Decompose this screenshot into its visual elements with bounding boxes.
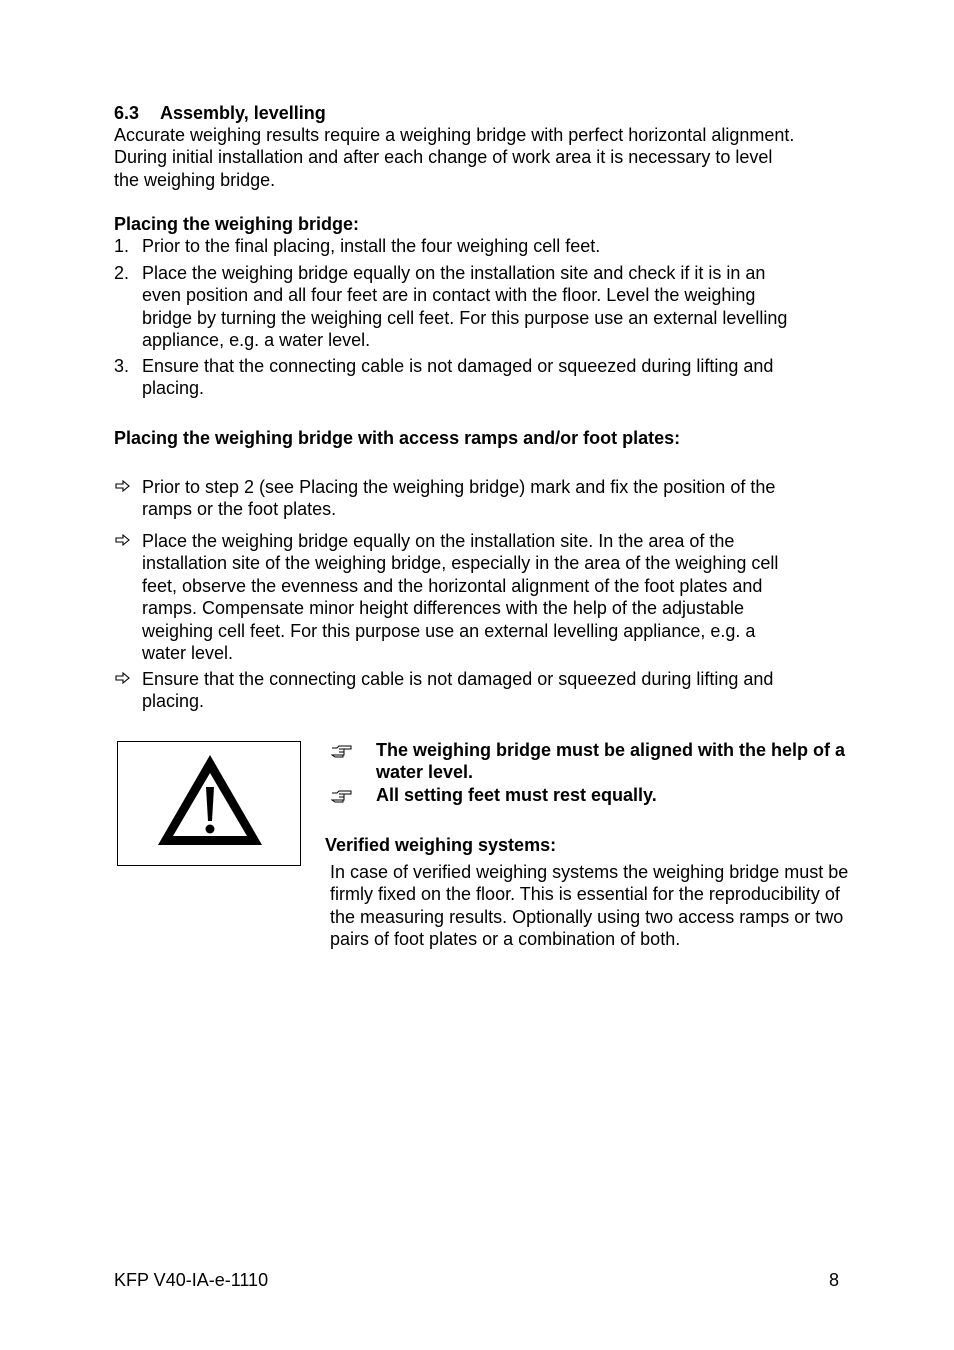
intro-line: the weighing bridge. bbox=[114, 169, 276, 190]
step-line: Ensure that the connecting cable is not damaged or squeezed during lifting and bbox=[142, 356, 774, 376]
intro-paragraph bbox=[114, 124, 854, 191]
section-heading bbox=[114, 102, 326, 124]
verified-line: firmly fixed on the floor. This is essential for the reproducibility of bbox=[330, 884, 840, 905]
ramps-line: ramps. Compensate minor height differences with the help of the adjustable bbox=[142, 598, 745, 619]
warning-note-line: All setting feet must rest equally. bbox=[376, 785, 657, 805]
step-line: bridge by turning the weighing cell feet. For this purpose use an external levelling bbox=[142, 307, 788, 328]
step-line: placing. bbox=[142, 378, 205, 399]
ramps-line: water level. bbox=[142, 643, 234, 664]
verified-line: the measuring results. Optionally using two access ramps or two bbox=[330, 906, 844, 927]
ramps-line: Prior to step 2 (see Placing the weighing bridge) mark and fix the position of the bbox=[142, 477, 776, 497]
step-number: 1. bbox=[114, 236, 130, 256]
warning-box bbox=[117, 741, 301, 866]
warning-note bbox=[376, 739, 896, 784]
step-number: 2. bbox=[114, 263, 130, 283]
intro-line: Accurate weighing results require a weighing bridge with perfect horizontal alignment. bbox=[114, 125, 795, 145]
ramps-line: feet, observe the evenness and the horizontal alignment of the foot plates and bbox=[142, 575, 763, 596]
step-line: Prior to the final placing, install the four weighing cell feet. bbox=[142, 236, 601, 256]
pointing-hand-icon bbox=[331, 743, 353, 759]
verified-line: pairs of foot plates or a combination of both. bbox=[330, 929, 681, 950]
ramps-line: installation site of the weighing bridge, especially in the area of the weighing cell bbox=[142, 553, 779, 574]
ramps-line: Ensure that the connecting cable is not damaged or squeezed during lifting and bbox=[142, 669, 774, 689]
warning-triangle-icon bbox=[154, 751, 266, 849]
step-line: even position and all four feet are in contact with the floor. Level the weighing bbox=[142, 285, 756, 306]
placing-heading: Placing the weighing bridge: bbox=[114, 214, 360, 234]
footer-page-number: 8 bbox=[829, 1270, 840, 1290]
hollow-arrow-icon bbox=[114, 531, 132, 549]
intro-line: During initial installation and after each change of work area it is necessary to level bbox=[114, 147, 773, 168]
hollow-arrow-icon bbox=[114, 669, 132, 687]
step-line: appliance, e.g. a water level. bbox=[142, 330, 371, 351]
ramps-heading: Placing the weighing bridge with access ramps and/or foot plates: bbox=[114, 428, 681, 448]
warning-note-line: The weighing bridge must be aligned with the help of a bbox=[376, 740, 846, 760]
verified-paragraph bbox=[330, 861, 910, 951]
warning-note bbox=[376, 784, 896, 806]
step-number: 3. bbox=[114, 356, 130, 376]
hollow-arrow-icon bbox=[114, 477, 132, 495]
section-number: 6.3 bbox=[114, 103, 140, 123]
footer-doc-id: KFP V40-IA-e-1110 bbox=[114, 1270, 269, 1290]
ramps-line: ramps or the foot plates. bbox=[142, 499, 337, 520]
ramps-line: Place the weighing bridge equally on the installation site. In the area of the bbox=[142, 531, 735, 551]
pointing-hand-icon bbox=[331, 788, 353, 804]
verified-line: In case of verified weighing systems the weighing bridge must be bbox=[330, 862, 849, 882]
ramps-line: weighing cell feet. For this purpose use an external levelling appliance, e.g. a bbox=[142, 620, 756, 641]
step-line: Place the weighing bridge equally on the installation site and check if it is in an bbox=[142, 263, 766, 283]
verified-heading: Verified weighing systems: bbox=[325, 835, 557, 855]
ramps-line: placing. bbox=[142, 691, 205, 712]
warning-note-line: water level. bbox=[376, 762, 474, 783]
section-title: Assembly, levelling bbox=[160, 103, 326, 123]
